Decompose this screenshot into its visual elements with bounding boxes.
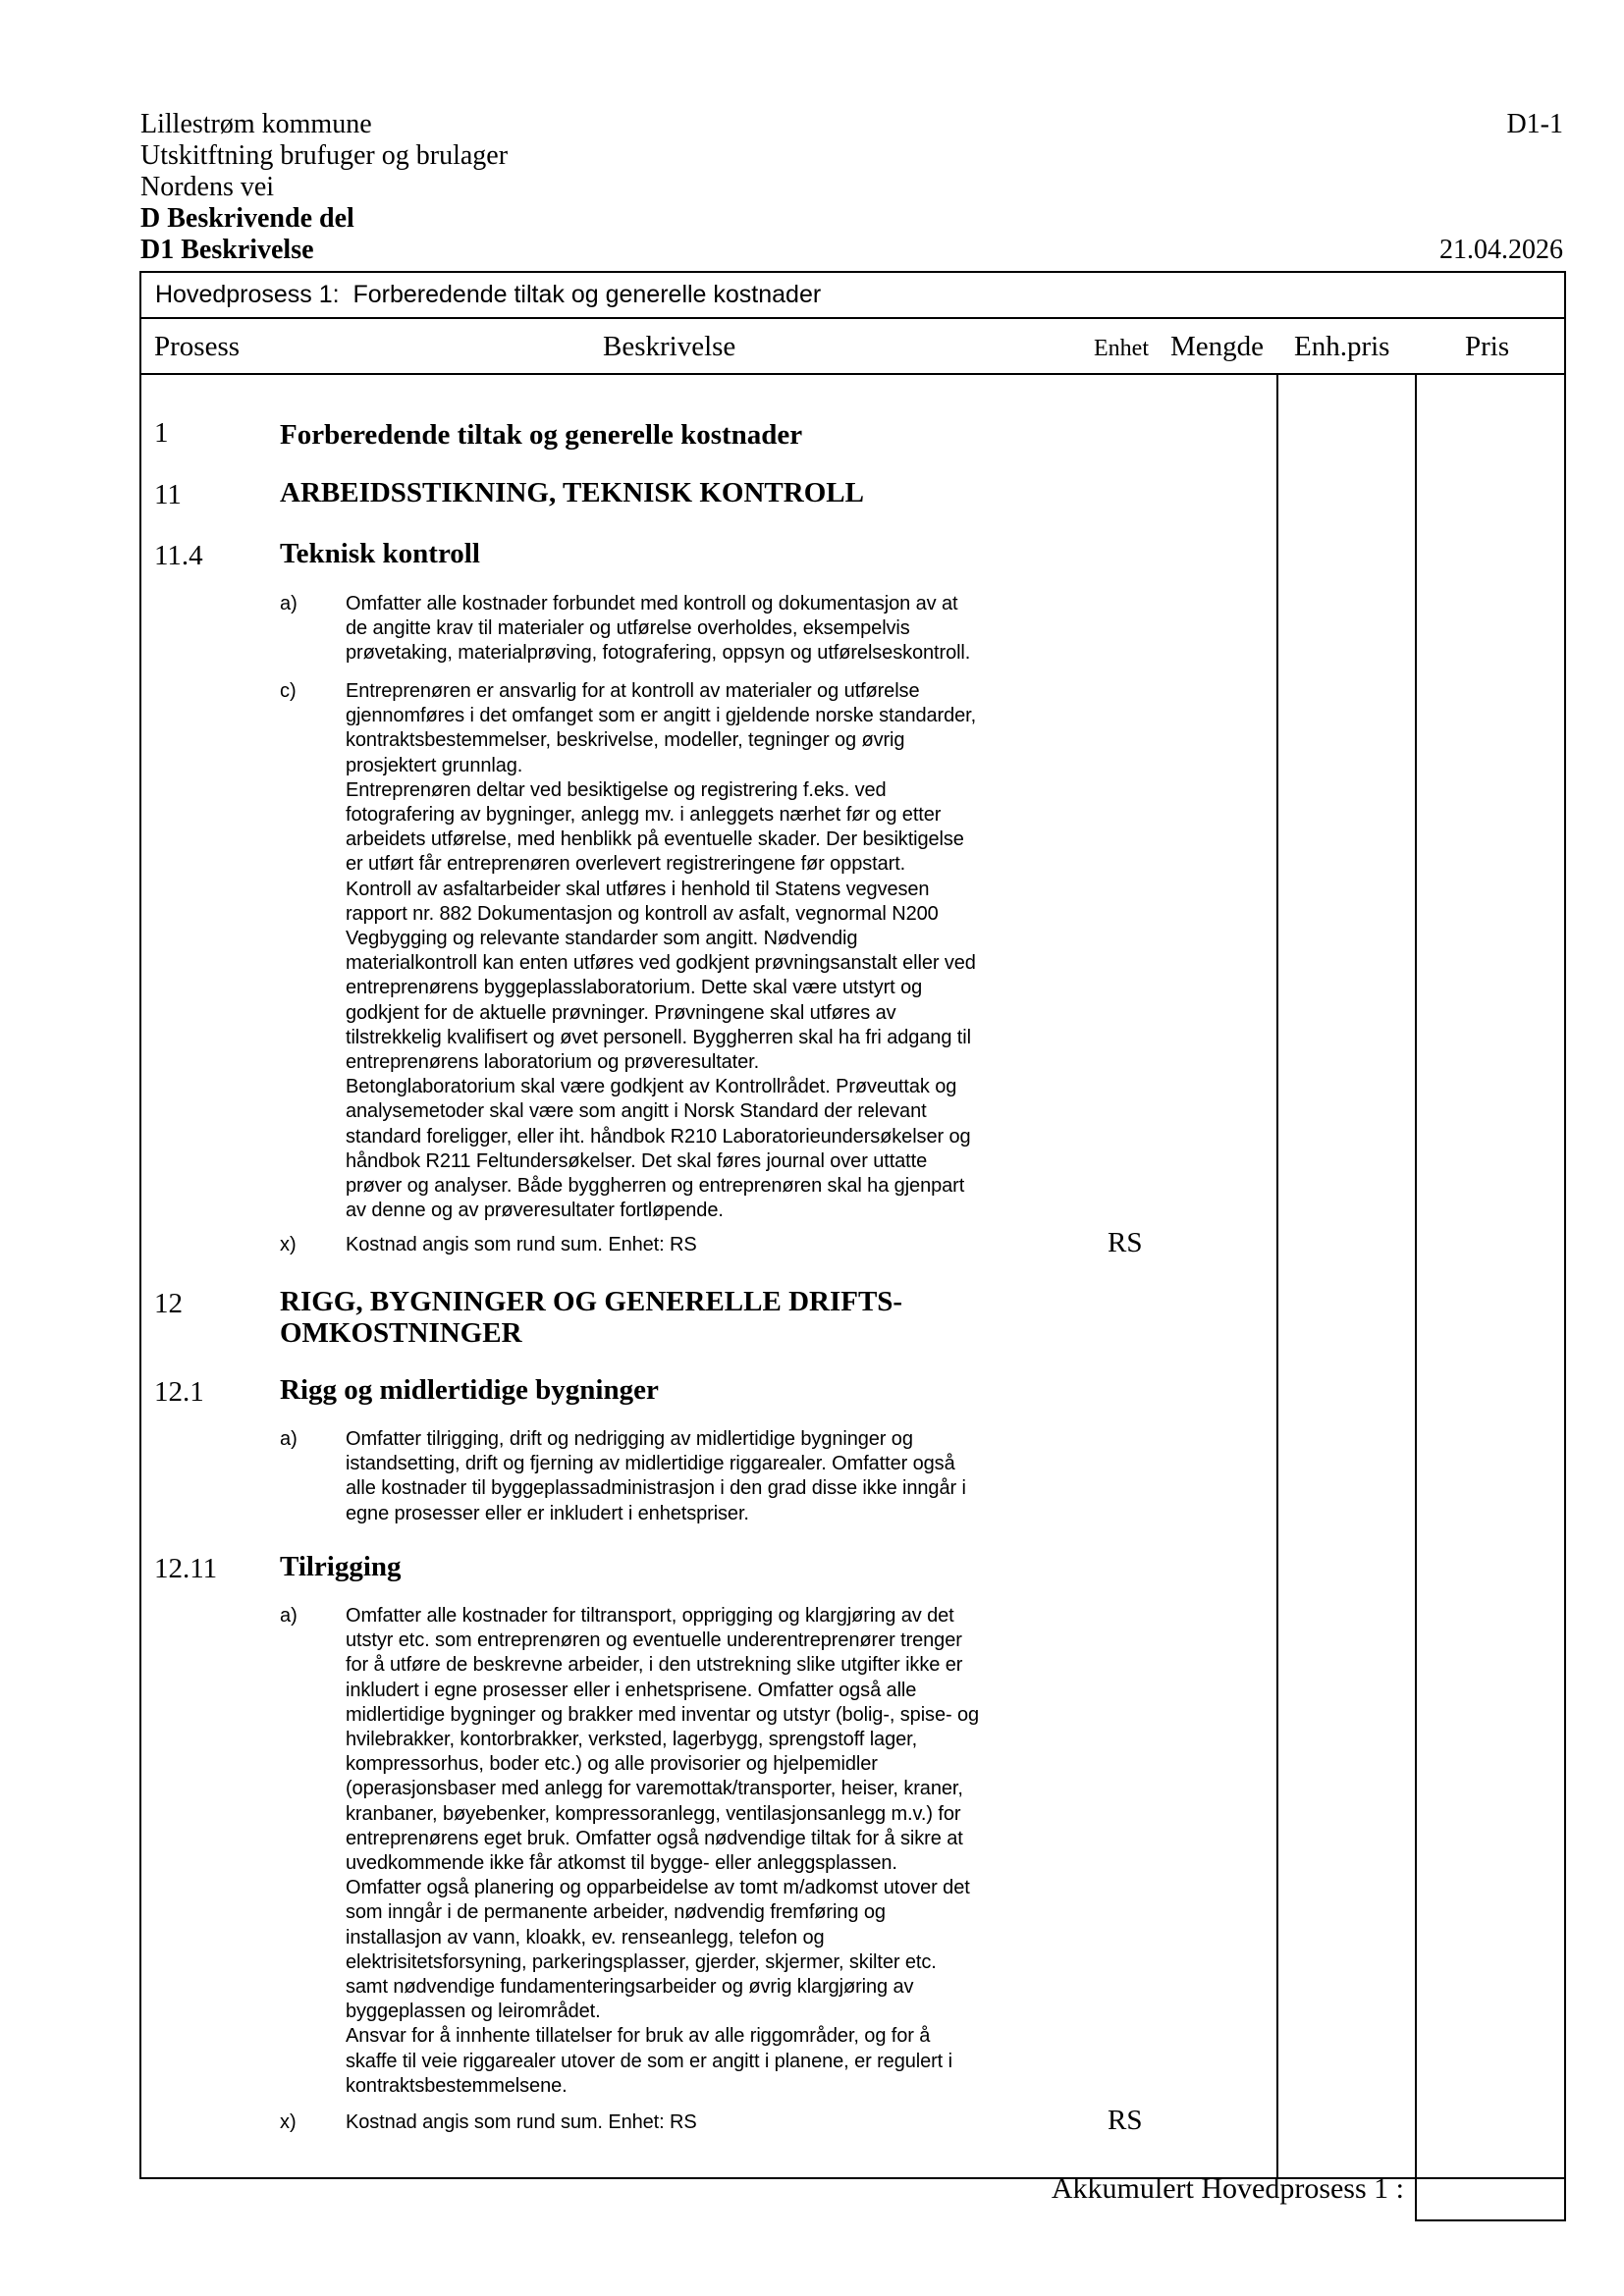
entry-title: Forberedende tiltak og generelle kostnader <box>280 419 803 451</box>
paragraph-text: Omfatter alle kostnader for tiltransport, opprigging og klargjøring av det utstyr etc. som entreprenøren og eventuelle underentreprenører trenger for å utføre de beskrevne arbeider, i den utstrekning slike utgifter ikke er inkludert i egne prosesser eller i enhetsprisene. Omfatter også alle midlertidige bygninger og brakker med inventar og utstyr (bolig-, spise- og hvilebrakker, kontorbrakker, verksted, lagerbygg, sprengstoff lager, kompressorhus, boder etc.) og alle provisorier og hjelpemidler (operasjonsbaser med anlegg for varemottak/transporter, heiser, kraner, kranbaner, bøyebenker, kompressoranlegg, ventilasjonsanlegg m.v.) for entreprenørens eget bruk. Omfatter også nødvendige tiltak for å sikre at uvedkommende ikke får atkomst til bygge- eller anleggsplassen. Omfatter også planering og opparbeidelse av tomt m/adkomst utover det som inngår i de permanente arbeider, nødvendig fremføring og installasjon av vann, kloakk, ev. renseanlegg, telefon og elektrisitetsforsyning, parkeringsplasser, gjerder, skjermer, skilter etc. samt nødvendige fundamenteringsarbeider og øvrig klargjøring av byggeplassen og leirområdet. Ansvar for å innhente tillatelser for bruk av alle riggområder, og for å skaffe til veie riggarealer utover de som er angitt i planene, er regulert i kontraktsbestemmelsene. <box>346 1605 980 2097</box>
entry-code: 12.1 <box>154 1376 204 1408</box>
accumulated-total-label: Akkumulert Hovedprosess 1 : <box>1051 2172 1404 2205</box>
entry-title: ARBEIDSSTIKNING, TEKNISK KONTROLL <box>280 477 864 508</box>
process-title-divider <box>139 317 1566 319</box>
column-header-mengde: Mengde <box>1170 331 1265 362</box>
column-header-prosess: Prosess <box>154 331 241 362</box>
column-header-pris: Pris <box>1465 331 1510 362</box>
page-id: D1-1 <box>1506 109 1563 139</box>
section-sub-title: D1 Beskrivelse <box>140 235 314 265</box>
column-header-enh-pris: Enh.pris <box>1294 331 1390 362</box>
paragraph-letter: x) <box>280 2111 297 2133</box>
paragraph-text: Kostnad angis som rund sum. Enhet: RS <box>346 1234 697 1255</box>
entry-title: Rigg og midlertidige bygninger <box>280 1374 659 1406</box>
entry-code: 12.11 <box>154 1553 218 1584</box>
paragraph-text: Entreprenøren er ansvarlig for at kontroll av materialer og utførelse gjennomføres i det omfanget som er angitt i gjeldende norske standarder, kontraktsbestemmelser, beskrivelse, modeller, tegninger og øvrig prosjektert grunnlag. Entreprenøren deltar ved besiktigelse og registrering f.eks. ved fotografering av bygninger, anlegg mv. i anleggets nærhet før og etter arbeidets utførelse, med henblikk på eventuelle skader. Der besiktigelse er utført får entreprenøren overlevert registreringene før oppstart. Kontroll av asfaltarbeider skal utføres i henhold til Statens vegvesen rapport nr. 882 Dokumentasjon og kontroll av asfalt, vegnormal N200 Vegbygging og relevante standarder som angitt. Nødvendig materialkontroll kan enten utføres ved godkjent prøvningsanstalt eller ved entreprenørens byggeplasslaboratorium. Dette skal være utstyrt og godkjent for de aktuelle prøvninger. Prøvningene skal utføres av tilstrekkelig kvalifisert og øvet personell. Byggherren skal ha fri adgang til entreprenørens laboratorium og prøveresultater. Betonglaboratorium skal være godkjent av Kontrollrådet. Prøveuttak og analysemetoder skal være som angitt i Norsk Standard der relevant standard foreligger, eller iht. håndbok R210 Laboratorieundersøkelser og håndbok R211 Feltundersøkelser. Det skal føres journal over uttatte prøver og analyser. Både byggherren og entreprenøren skal ha gjenpart av denne og av prøveresultater fortløpende. <box>346 680 977 1222</box>
entry-code: 11 <box>154 479 182 510</box>
entry-title: Tilrigging <box>280 1551 402 1582</box>
paragraph-text: Kostnad angis som rund sum. Enhet: RS <box>346 2111 697 2133</box>
paragraph-letter: x) <box>280 1234 297 1255</box>
column-divider-pris <box>1415 373 1417 2179</box>
header-block <box>140 109 508 266</box>
column-header-enhet: Enhet <box>1094 336 1149 361</box>
paragraph-letter: a) <box>280 1428 298 1450</box>
paragraph-text: Omfatter tilrigging, drift og nedrigging av midlertidige bygninger og istandsetting, drift og fjerning av midlertidige riggarealer. Omfatter også alle kostnader til byggeplassadministrasjon i den grad disse ikke inngår i egne prosesser eller er inkludert i enhetspriser. <box>346 1428 966 1524</box>
header-line-project: Utskitftning brufuger og brulager <box>140 140 509 171</box>
column-header-divider <box>139 373 1566 375</box>
unit-value: RS <box>1108 1227 1143 1258</box>
entry-code: 1 <box>154 417 169 449</box>
accumulated-total-box <box>1415 2177 1566 2221</box>
section-main-title: D Beskrivende del <box>140 203 354 234</box>
entry-title: Teknisk kontroll <box>280 538 480 569</box>
entry-title: RIGG, BYGNINGER OG GENERELLE DRIFTS- OMKOSTNINGER <box>280 1286 903 1349</box>
paragraph-letter: c) <box>280 680 297 702</box>
paragraph-text: Omfatter alle kostnader forbundet med kontroll og dokumentasjon av at de angitte krav til materialer og utførelse overholdes, eksempelvis prøvetaking, materialprøving, fotografering, oppsyn og utførelseskontroll. <box>346 593 971 665</box>
document-date: 21.04.2026 <box>1439 235 1563 265</box>
paragraph-letter: a) <box>280 593 298 614</box>
entry-code: 12 <box>154 1288 183 1319</box>
unit-value: RS <box>1108 2105 1143 2136</box>
column-header-beskrivelse: Beskrivelse <box>603 331 736 362</box>
paragraph-letter: a) <box>280 1605 298 1627</box>
header-line-location: Nordens vei <box>140 172 275 202</box>
entry-code: 11.4 <box>154 540 203 571</box>
process-title: Hovedprosess 1: Forberedende tiltak og generelle kostnader <box>155 281 822 308</box>
header-line-municipality: Lillestrøm kommune <box>140 109 372 139</box>
column-divider-enh-pris <box>1276 373 1278 2179</box>
